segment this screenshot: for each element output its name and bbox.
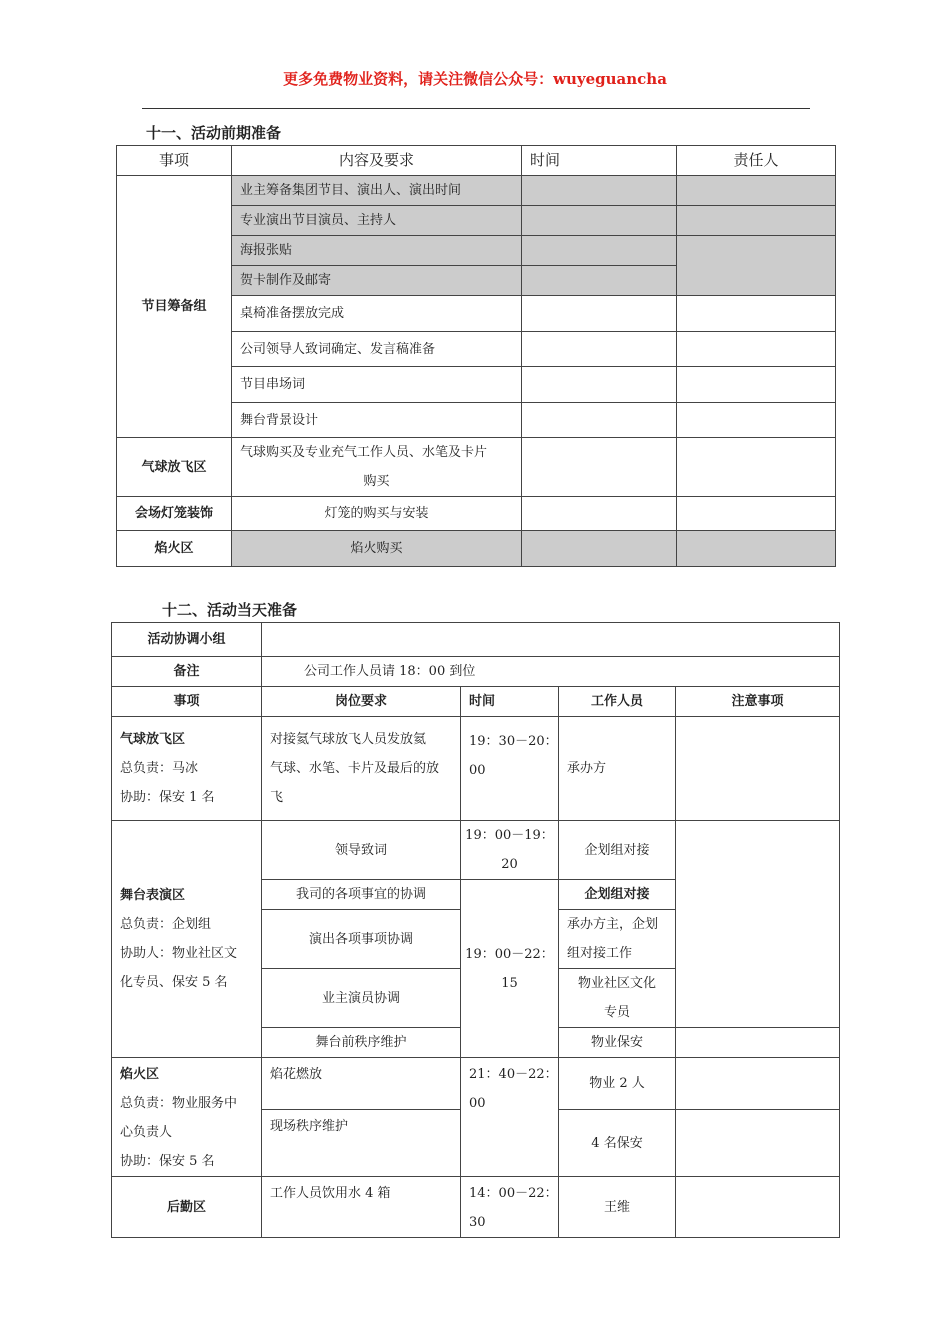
owner-cell	[677, 236, 836, 296]
day-table	[111, 622, 840, 1238]
area-title: 焰火区	[120, 1067, 160, 1082]
item-line: 购买	[363, 474, 390, 489]
staff-line: 组对接工作	[567, 946, 633, 961]
staff-cell	[559, 910, 676, 969]
time-cell	[522, 438, 677, 497]
duty-cell: 领导致词	[262, 821, 461, 880]
section1-heading: 十一、活动前期准备	[146, 124, 282, 142]
staff-cell: 物业保安	[559, 1028, 676, 1058]
staff-cell: 王维	[559, 1177, 676, 1238]
time-cell	[522, 266, 677, 296]
area-title: 气球放飞区	[120, 732, 186, 747]
duty-cell: 演出各项事项协调	[262, 910, 461, 969]
time-line: 15	[501, 975, 518, 991]
section2-heading: 十二、活动当天准备	[162, 601, 298, 619]
table-row	[112, 1177, 840, 1238]
time-cell	[461, 717, 559, 821]
area-cell	[112, 1058, 262, 1177]
duty-line: 对接氦气球放飞人员发放氦	[270, 732, 427, 747]
duty-cell: 业主演员协调	[262, 969, 461, 1028]
time-cell	[461, 1177, 559, 1238]
area-lead: 心负责人	[120, 1125, 173, 1140]
col-header: 事项	[112, 687, 262, 717]
day-table-header	[112, 687, 840, 717]
group-name: 会场灯笼装饰	[117, 497, 232, 531]
item-text	[232, 438, 522, 497]
notes-cell	[676, 821, 840, 1028]
area-assist: 协助人：物业社区文	[120, 946, 238, 961]
time-cell	[522, 236, 677, 266]
time-cell	[522, 497, 677, 531]
item-text: 焰火购买	[232, 531, 522, 567]
time-line: 19：30－20：	[469, 734, 558, 749]
duty-cell: 工作人员饮用水 4 箱	[262, 1177, 461, 1238]
table-row	[112, 657, 840, 687]
item-text: 贺卡制作及邮寄	[232, 266, 522, 296]
col-header: 时间	[461, 687, 559, 717]
col-header: 事项	[117, 146, 232, 176]
col-header: 工作人员	[559, 687, 676, 717]
time-cell	[461, 1058, 559, 1177]
item-text: 舞台背景设计	[232, 403, 522, 438]
staff-line: 承办方主，企划	[567, 917, 659, 932]
coord-value	[262, 623, 840, 657]
duty-line: 飞	[270, 790, 284, 805]
owner-cell	[677, 403, 836, 438]
group-name: 气球放飞区	[117, 438, 232, 497]
table-row	[117, 497, 836, 531]
header-divider	[142, 108, 810, 109]
item-text: 公司领导人致词确定、发言稿准备	[232, 332, 522, 367]
prep-table-header	[117, 146, 836, 176]
staff-cell	[559, 969, 676, 1028]
owner-cell	[677, 497, 836, 531]
staff-cell: 企划组对接	[559, 880, 676, 910]
notes-cell	[676, 1177, 840, 1238]
item-text: 桌椅准备摆放完成	[232, 296, 522, 332]
time-cell	[522, 367, 677, 403]
duty-cell: 焰花燃放	[262, 1058, 461, 1110]
table-row	[112, 623, 840, 657]
owner-cell	[677, 296, 836, 332]
time-cell	[522, 332, 677, 367]
table-row	[117, 438, 836, 497]
col-header: 责任人	[677, 146, 836, 176]
time-line: 00	[469, 1096, 486, 1111]
col-header: 时间	[522, 146, 677, 176]
duty-cell: 我司的各项事宜的协调	[262, 880, 461, 910]
owner-cell	[677, 438, 836, 497]
staff-line: 专员	[603, 1005, 630, 1020]
time-line: 14：00－22：	[469, 1186, 558, 1201]
time-cell	[522, 176, 677, 206]
notes-cell	[676, 1028, 840, 1058]
table-row	[117, 531, 836, 567]
owner-cell	[677, 206, 836, 236]
area-assist: 协助：保安 5 名	[120, 1154, 215, 1169]
note-value: 公司工作人员请 18：00 到位	[262, 657, 840, 687]
area-title: 舞台表演区	[120, 888, 186, 903]
duty-cell: 舞台前秩序维护	[262, 1028, 461, 1058]
duty-cell: 现场秩序维护	[262, 1110, 461, 1177]
time-cell	[522, 531, 677, 567]
area-lead: 总负责：企划组	[120, 917, 212, 932]
item-text: 业主筹备集团节目、演出人、演出时间	[232, 176, 522, 206]
table-row	[112, 1058, 840, 1110]
col-header: 内容及要求	[232, 146, 522, 176]
time-line: 00	[469, 763, 486, 778]
time-cell	[522, 206, 677, 236]
coord-label: 活动协调小组	[112, 623, 262, 657]
area-cell	[112, 717, 262, 821]
time-line: 19：00－22：	[465, 946, 554, 962]
time-line: 30	[469, 1215, 486, 1230]
time-cell	[522, 296, 677, 332]
prep-table	[116, 145, 836, 567]
table-row	[112, 821, 840, 880]
duty-line: 气球、水笔、卡片及最后的放	[270, 761, 440, 776]
area-title: 后勤区	[112, 1177, 262, 1238]
table-row	[112, 717, 840, 821]
area-cell	[112, 821, 262, 1058]
time-cell	[522, 403, 677, 438]
area-assist: 协助：保安 1 名	[120, 790, 215, 805]
item-text: 海报张贴	[232, 236, 522, 266]
owner-cell	[677, 531, 836, 567]
group-name: 焰火区	[117, 531, 232, 567]
owner-cell	[677, 176, 836, 206]
staff-cell: 物业 2 人	[559, 1058, 676, 1110]
item-text: 专业演出节目演员、主持人	[232, 206, 522, 236]
item-text: 节目串场词	[232, 367, 522, 403]
notes-cell	[676, 717, 840, 821]
area-lead: 总负责：马冰	[120, 761, 199, 776]
notes-cell	[676, 1110, 840, 1177]
duty-cell	[262, 717, 461, 821]
group-name: 节目筹备组	[117, 176, 232, 438]
banner-text: 更多免费物业资料，请关注微信公众号：wuyeguancha	[283, 70, 667, 88]
col-header: 岗位要求	[262, 687, 461, 717]
staff-cell: 4 名保安	[559, 1110, 676, 1177]
time-cell	[461, 821, 559, 880]
item-line: 气球购买及专业充气工作人员、水笔及卡片	[240, 445, 488, 460]
area-assist: 化专员、保安 5 名	[120, 975, 228, 990]
time-line: 19：00－19：	[465, 828, 554, 843]
staff-cell: 承办方	[559, 717, 676, 821]
item-text: 灯笼的购买与安装	[232, 497, 522, 531]
col-header: 注意事项	[676, 687, 840, 717]
time-cell	[461, 880, 559, 1058]
time-line: 20	[501, 857, 518, 872]
time-line: 21：40－22：	[469, 1067, 558, 1082]
owner-cell	[677, 367, 836, 403]
staff-cell: 企划组对接	[559, 821, 676, 880]
table-row	[117, 176, 836, 206]
note-label: 备注	[112, 657, 262, 687]
staff-line: 物业社区文化	[577, 976, 656, 991]
owner-cell	[677, 332, 836, 367]
notes-cell	[676, 1058, 840, 1110]
area-lead: 总负责：物业服务中	[120, 1096, 238, 1111]
